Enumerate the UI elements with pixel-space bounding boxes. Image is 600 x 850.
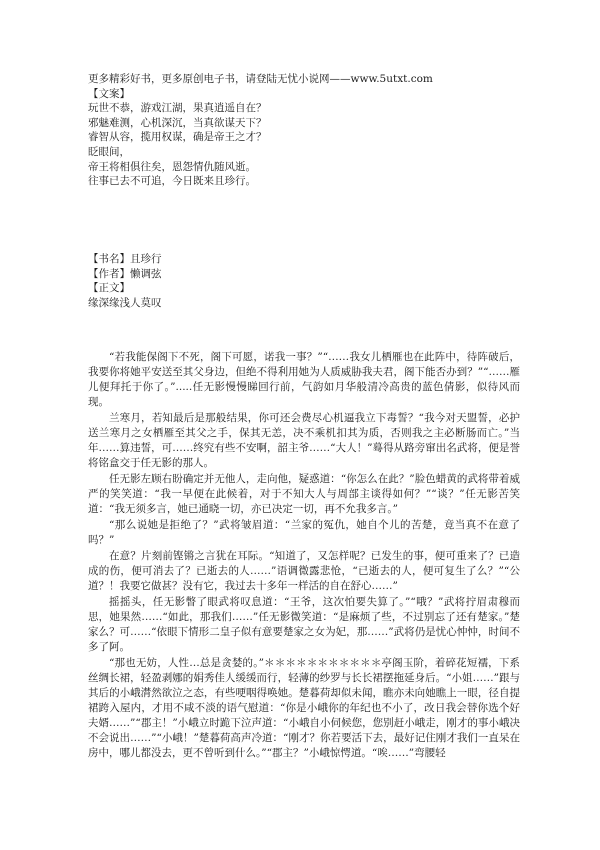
paragraph: “那么说她是拒绝了？”武将皱眉道：“兰家的冤仇，她自个儿的苦楚，竟当真不在意了吗？” xyxy=(88,519,520,546)
blurb-line: 往事已去不可追，今日既来且珍行。 xyxy=(88,175,256,188)
blurb-line: 眨眼间， xyxy=(88,145,130,158)
book-author: 【作者】懒调弦 xyxy=(88,267,162,280)
body-label: 【正文】 xyxy=(88,282,130,295)
paragraph: 摇摇头，任无影瞥了眼武将叹息道：“王爷，这次怕要失算了。”“哦？”武将拧眉肃穆而思，她果然……“如此，那我们……”任无影微笑道：“是麻烦了些，不过别忘了还有楚家。”楚家么？可……“依眼下情形二皇子似有意要楚家之女为妃，那……”武将仍是忧心忡忡，时间不多了阿。 xyxy=(88,596,520,653)
blurb-line: 玩世不恭，游戏江湖，果真逍遥自在？ xyxy=(88,102,267,115)
body-text xyxy=(88,350,520,762)
book-meta-section xyxy=(88,252,558,310)
paragraph: “若我能保阁下不死，阁下可愿，诺我一事？”“……我女儿栖雁也在此阵中，待阵破后，我要你将她平安送至其父身边，但绝不得利用她为人质威胁我夫君，阁下能否办到？”“……雁儿便拜托于你了。”.....任无影慢慢睇回行前，气韵如月华般清冷高贵的蓝色倩影，似待风而现。 xyxy=(88,351,520,408)
paragraph: 在意？片刻前铿锵之言犹在耳际。“知道了，又怎样呢？已发生的事，便可重来了？已造成的伤，便可消去了？已逝去的人……”语调微露悲怆，“已逝去的人，便可复生了么？”“公道？！我要它做甚？没有它，我过去十多年一样活的自在舒心……” xyxy=(88,550,520,592)
promo-line: 更多精彩好书，更多原创电子书，请登陆无忧小说网——www.5utxt.com xyxy=(88,73,433,85)
paragraph: 兰寒月，若知最后是那般结果，你可还会费尽心机逼我立下毒誓？“我今对天盟誓，必护送兰寒月之女栖雁至其父之手，保其无恙，决不乘机扣其为质，否则我之主必断肠而亡。”当年……算违誓，可……终究有些不安啊，韶主爷……“大人！”蓦得从路旁窜出名武将，便是誉将铭盒交于任无影的那人。 xyxy=(88,412,520,469)
blurb-line: 帝王将相俱往矣，恩怨情仇随风逝。 xyxy=(88,160,256,173)
book-title: 【书名】且珍行 xyxy=(88,253,162,265)
paragraph: “那也无妨，人性…总是贪婪的。”＊＊＊＊＊＊＊＊＊＊＊亭阁玉阶，着碎花短襦，下系丝绸长裙，轻盈剥娜的娟秀佳人缓缓而行，轻薄的纱罗与长长裙摆拖延身后。“小姐……”跟与其后的小峨潸然欲泣之态，有些哽咽得唤她。楚暮荷却似未闻，瞧亦未向她瞧上一眼，径自提裙跨入屋内，才用不咸不淡的语气慰道：“你是小峨你的年纪也不小了，改日我会替你选个好夫婿……”“郡主！”小峨立时跪下泣声道：“小峨自小伺候您，您别赶小峨走，刚才的事小峨决不会说出……”“小峨！”楚暮荷高声冷道：“刚才？你若要活下去，最好记住刚才我们一直呆在房中，哪儿都没去，更不曾听到什么。”“郡主？”小峨惊愕道。“唉……”弯腰轻 xyxy=(88,657,520,759)
chapter-title: 缘深缘浅人莫叹 xyxy=(88,296,162,309)
blurb-label: 【文案】 xyxy=(88,87,130,100)
blurb-line: 睿智从容，揽用权谋，确是帝王之才？ xyxy=(88,131,267,144)
paragraph: 任无影左顾右盼确定并无他人，走向他，疑惑道：“你怎么在此？”脸色蜡黄的武将带着威严的笑笑道：“我一早便在此候着，对于不知大人与周部主谈得如何？”“谈？”任无影苦笑道：“我无须多言，她已通晓一切，亦已决定一切，再不允我多言。” xyxy=(88,473,520,515)
blurb-line: 邪魅难测，心机深沉，当真欲谋天下？ xyxy=(88,116,267,129)
intro-section xyxy=(88,72,558,189)
